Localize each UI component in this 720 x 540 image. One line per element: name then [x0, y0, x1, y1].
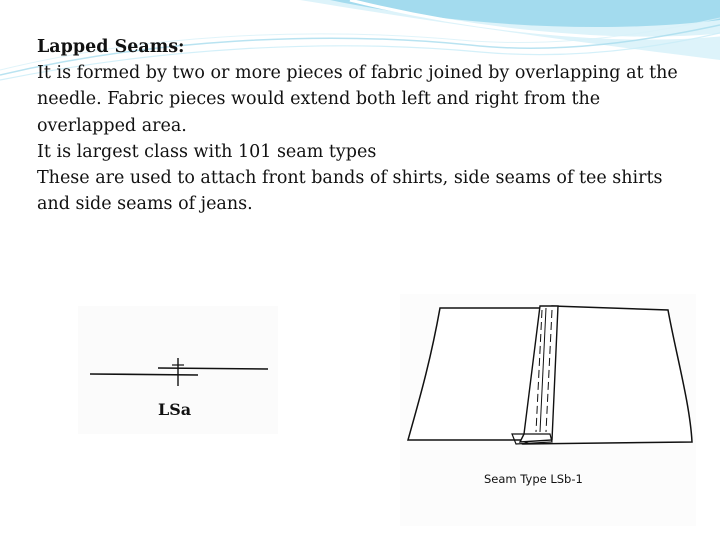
- paragraph-class-size: It is largest class with 101 seam types: [37, 141, 377, 162]
- lsb1-seam-diagram: [400, 294, 696, 526]
- paragraph-uses: These are used to attach front bands of shirts, side seams of tee shirts and side seams of jeans.: [37, 168, 663, 215]
- lsa-caption: LSa: [158, 400, 192, 419]
- slide-title: Lapped Seams:: [37, 37, 185, 57]
- slide-body: [37, 34, 697, 217]
- lsb1-caption: Seam Type LSb-1: [484, 472, 583, 486]
- lsa-seam-figure: [78, 306, 278, 434]
- paragraph-definition: It is formed by two or more pieces of fabric joined by overlapping at the needle. Fabric pieces would extend both left and right from the overlapped area.: [37, 63, 678, 136]
- lsb1-seam-figure: [400, 294, 696, 526]
